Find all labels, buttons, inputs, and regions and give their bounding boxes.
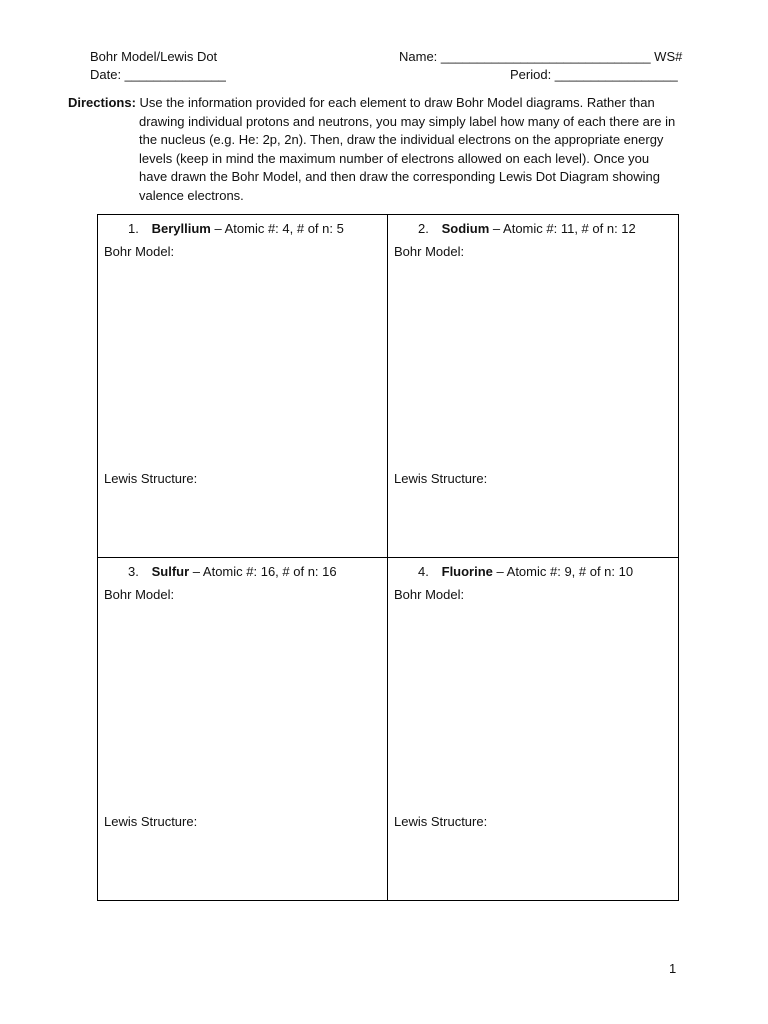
worksheet-title: Bohr Model/Lewis Dot <box>90 49 218 64</box>
element-number: 3. <box>128 563 139 579</box>
element-details: – Atomic #: 16, # of n: 16 <box>189 563 337 579</box>
element-grid <box>97 214 679 901</box>
lewis-structure-label: Lewis Structure: <box>104 813 198 829</box>
element-details: – Atomic #: 11, # of n: 12 <box>489 221 636 236</box>
page-number: 1 <box>669 961 677 976</box>
element-name: Beryllium <box>151 221 211 236</box>
name-field[interactable]: Name: _____________________________ WS# <box>399 49 683 64</box>
element-title <box>128 221 344 237</box>
bohr-model-label: Bohr Model: <box>394 586 465 602</box>
element-box-4[interactable] <box>388 558 678 901</box>
bohr-model-label: Bohr Model: <box>394 244 465 259</box>
element-box-1[interactable] <box>98 215 388 558</box>
element-box-3[interactable] <box>98 558 388 901</box>
period-field[interactable]: Period: _________________ <box>510 67 678 82</box>
element-details: – Atomic #: 4, # of n: 5 <box>210 221 344 236</box>
date-field[interactable]: Date: ______________ <box>90 67 226 82</box>
element-title <box>128 564 337 580</box>
lewis-structure-label: Lewis Structure: <box>394 471 488 486</box>
element-name: Fluorine <box>441 563 493 579</box>
directions-paragraph <box>68 94 680 205</box>
element-details: – Atomic #: 9, # of n: 10 <box>492 563 634 579</box>
directions-label: Directions: <box>68 95 136 110</box>
bohr-model-label: Bohr Model: <box>104 586 175 602</box>
element-title <box>418 564 633 580</box>
directions-text: Use the information provided for each element to draw Bohr Model diagrams. Rather than drawing individual protons and neutrons, you may simply label how many of each there are in the nucleus (e.g. He: 2p, 2n). Then, draw the individual electrons on the appropriate energy levels (keep in mind the maximum number of electrons allowed on each level). Once you have drawn the Bohr Model, and then draw the corresponding Lewis Dot Diagram showing valence electrons. <box>139 95 676 203</box>
lewis-structure-label: Lewis Structure: <box>104 471 198 486</box>
element-number: 1. <box>128 221 139 236</box>
element-name: Sulfur <box>151 563 190 579</box>
element-number: 2. <box>418 221 429 236</box>
lewis-structure-label: Lewis Structure: <box>394 813 488 829</box>
element-box-2[interactable] <box>388 215 678 558</box>
element-name: Sodium <box>441 221 490 236</box>
element-number: 4. <box>418 563 429 579</box>
element-title <box>418 221 636 237</box>
bohr-model-label: Bohr Model: <box>104 244 175 259</box>
